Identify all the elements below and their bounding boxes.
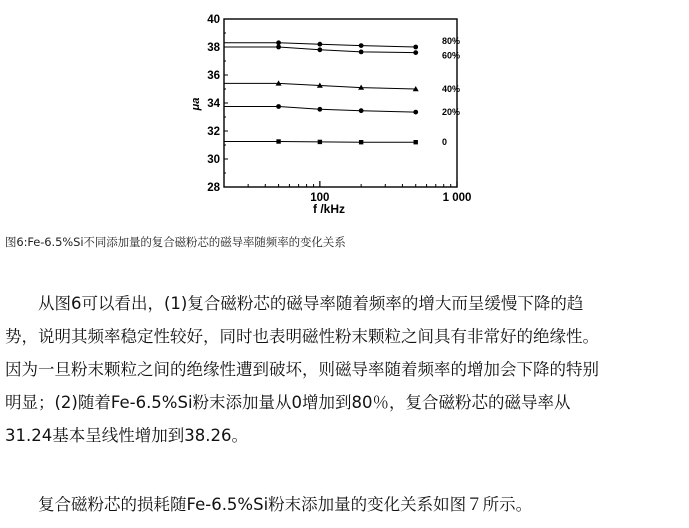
data-point [317, 47, 322, 52]
y-axis-label: μa [190, 97, 202, 111]
y-tick-label: 36 [207, 70, 220, 82]
x-tick-label: 100 [310, 192, 330, 204]
data-point [317, 42, 322, 47]
data-point [413, 45, 418, 50]
x-tick-label: 1 000 [442, 192, 472, 204]
data-point [359, 108, 364, 113]
data-point [359, 43, 364, 48]
paragraph-1-line: 明显；(2)随着Fe-6.5%Si粉末添加量从0增加到80％，复合磁粉芯的磁导率从 [5, 393, 571, 412]
y-tick-label: 34 [207, 98, 220, 110]
x-axis-label: f /kHz [312, 202, 346, 216]
series-label: 80% [442, 36, 461, 46]
paragraph-1-line: 从图6可以看出，(1)复合磁粉芯的磁导率随着频率的增大而呈缓慢下降的趋 [38, 294, 584, 313]
data-point [276, 104, 281, 109]
data-point [413, 110, 418, 115]
chart-series [224, 36, 460, 147]
series-label: 0 [442, 137, 448, 148]
data-point [276, 45, 281, 50]
data-point [276, 139, 280, 143]
y-tick-label: 40 [207, 14, 220, 26]
data-point [276, 40, 281, 45]
series-60pct [224, 45, 460, 61]
y-tick-label: 38 [207, 42, 220, 54]
paragraph-2 [5, 488, 685, 521]
data-point [318, 140, 322, 144]
data-point [317, 107, 322, 112]
data-point [359, 140, 363, 144]
permeability-frequency-chart [185, 6, 505, 218]
series-label: 60% [442, 50, 461, 61]
y-tick-label: 28 [207, 182, 220, 194]
data-point [413, 50, 418, 55]
data-point [359, 50, 364, 55]
series-label: 20% [442, 107, 461, 118]
y-tick-label: 30 [207, 154, 220, 166]
series-0 [224, 137, 447, 147]
y-axis-ticks [207, 14, 228, 194]
series-label: 40% [442, 84, 461, 94]
data-point [414, 140, 418, 144]
plot-frame [224, 19, 457, 187]
paragraph-1 [5, 287, 685, 452]
chart-axes [224, 19, 457, 187]
paragraph-1-line: 31.24基本呈线性增加到38.26。 [5, 426, 248, 445]
series-40pct [224, 80, 460, 94]
series-20pct [224, 104, 460, 117]
x-axis-ticks [224, 181, 471, 204]
figure-caption: 图6:Fe-6.5%Si不同添加量的复合磁粉芯的磁导率随频率的变化关系 [5, 235, 346, 249]
paragraph-1-line: 因为一旦粉末颗粒之间的绝缘性遭到破坏，则磁导率随着频率的增加会下降的特别 [5, 360, 599, 379]
paragraph-1-line: 势，说明其频率稳定性较好，同时也表明磁性粉末颗粒之间具有非常好的绝缘性。 [5, 327, 599, 346]
paragraph-2-line: 复合磁粉芯的损耗随Fe-6.5%Si粉末添加量的变化关系如图７所示。 [38, 495, 533, 514]
y-tick-label: 32 [207, 126, 220, 138]
